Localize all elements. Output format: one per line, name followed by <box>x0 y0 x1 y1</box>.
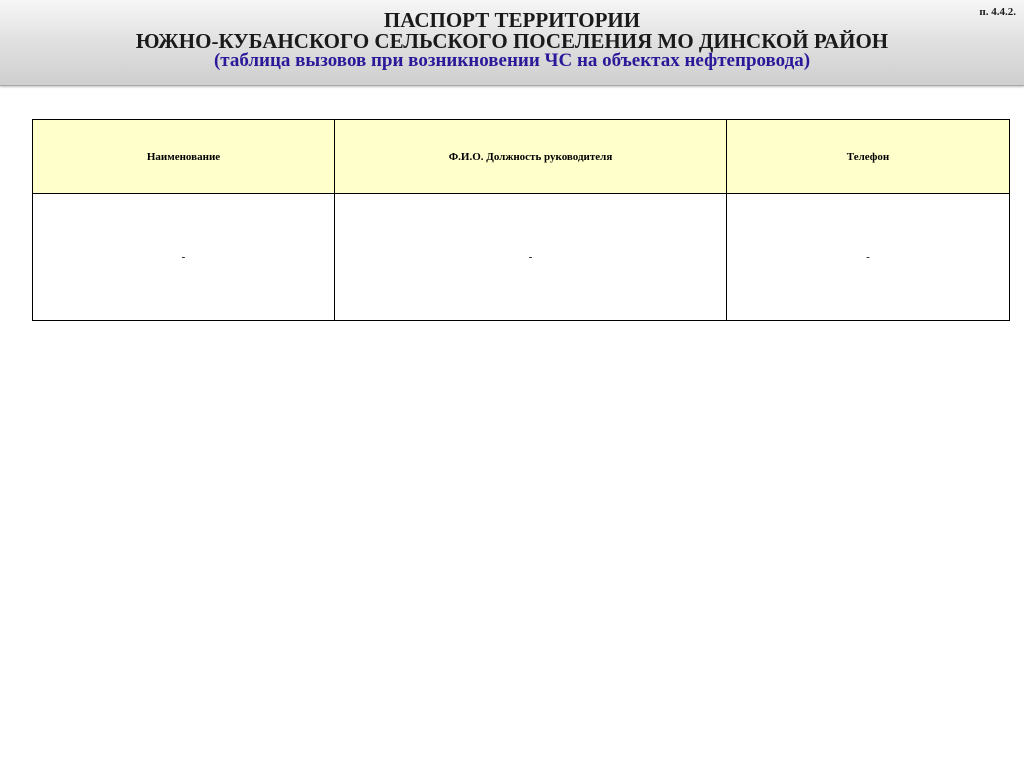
title-line-1: ПАСПОРТ ТЕРРИТОРИИ <box>383 8 641 32</box>
title-line-2: ЮЖНО-КУБАНСКОГО СЕЛЬСКОГО ПОСЕЛЕНИЯ МО ДИНСКОЙ РАЙОН <box>135 29 889 53</box>
slide-header <box>0 0 1024 86</box>
page-reference: п. 4.4.2. <box>979 6 1016 18</box>
cell-manager: - <box>335 194 727 321</box>
column-header-manager: Ф.И.О. Должность руководителя <box>335 120 727 194</box>
table-row <box>33 194 1010 321</box>
cell-name: - <box>33 194 335 321</box>
table-header-row <box>33 120 1010 194</box>
emergency-calls-table <box>32 119 1010 321</box>
cell-phone: - <box>727 194 1010 321</box>
column-header-phone: Телефон <box>727 120 1010 194</box>
column-header-name: Наименование <box>33 120 335 194</box>
subtitle: (таблица вызовов при возникновении ЧС на объектах нефтепровода) <box>213 50 811 71</box>
